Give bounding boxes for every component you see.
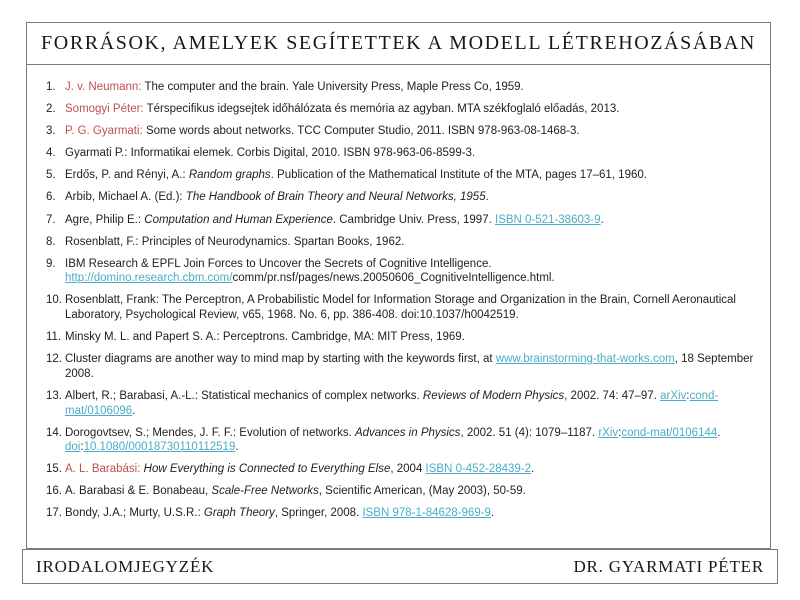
reference-link[interactable]: ISBN 978-1-84628-969-9 bbox=[362, 507, 491, 520]
reference-item bbox=[37, 124, 756, 139]
reference-text bbox=[65, 124, 756, 139]
reference-segment: Rosenblatt, Frank: The Perceptron, A Probabilistic Model for Information Storage and Organization in the Brain, Cornell Aeronautical Laboratory, Psychological Review, v65, 1968. No. 6, pp. 386-408. doi:10.1037/h0042519. bbox=[65, 294, 736, 322]
reference-number: 7. bbox=[46, 213, 56, 226]
reference-segment: Some words about networks. TCC Computer Studio, 2011. ISBN 978-963-08-1468-3. bbox=[142, 125, 580, 138]
reference-segment: : bbox=[618, 426, 622, 439]
reference-number: 13. bbox=[46, 389, 62, 402]
slide-title-box bbox=[26, 22, 771, 65]
reference-segment: . bbox=[132, 404, 136, 417]
reference-text bbox=[65, 352, 756, 381]
reference-item bbox=[37, 484, 756, 499]
reference-segment: . bbox=[600, 213, 604, 226]
reference-segment: , 2002. 51 (4): 1079–1187. bbox=[460, 426, 599, 439]
reference-number: 1. bbox=[46, 81, 56, 93]
reference-number: 2. bbox=[46, 103, 56, 116]
reference-segment: Advances in Physics bbox=[354, 426, 461, 439]
reference-segment: Reviews of Modern Physics bbox=[422, 389, 565, 402]
reference-text bbox=[65, 389, 756, 418]
references-panel bbox=[26, 64, 771, 549]
page-title: FORRÁSOK, AMELYEK SEGÍTETTEK A MODELL LÉTREHOZÁSÁBAN bbox=[41, 32, 756, 54]
reference-number: 16. bbox=[46, 485, 62, 498]
reference-author-highlight: P. G. Gyarmati: bbox=[65, 125, 143, 138]
reference-link[interactable]: rXiv bbox=[598, 426, 619, 439]
reference-number: 6. bbox=[46, 191, 56, 204]
reference-text bbox=[65, 80, 756, 95]
reference-segment: . Cambridge Univ. Press, 1997. bbox=[332, 213, 495, 226]
slide-footer bbox=[22, 549, 778, 584]
reference-item bbox=[37, 462, 756, 477]
reference-item bbox=[37, 235, 756, 250]
reference-item bbox=[37, 190, 756, 205]
reference-segment: Cluster diagrams are another way to mind map by starting with the keywords first, at bbox=[65, 353, 496, 366]
reference-segment: , Scientific American, (May 2003), 50-59. bbox=[318, 485, 526, 498]
reference-author-highlight: Somogyi Péter: bbox=[65, 103, 144, 116]
reference-segment: Computation and Human Experience bbox=[144, 213, 333, 226]
reference-link[interactable]: cond-mat/0106096 bbox=[65, 389, 719, 417]
reference-segment: . bbox=[531, 463, 535, 476]
reference-text bbox=[65, 484, 756, 499]
reference-segment: : bbox=[686, 389, 690, 402]
reference-text bbox=[65, 102, 756, 117]
reference-text bbox=[65, 213, 756, 228]
reference-item bbox=[37, 80, 756, 95]
reference-item bbox=[37, 293, 756, 322]
reference-link[interactable]: 10.1080/00018730110112519 bbox=[83, 441, 236, 454]
reference-text bbox=[65, 293, 756, 322]
reference-number: 17. bbox=[46, 507, 62, 520]
reference-number: 15. bbox=[46, 463, 62, 476]
reference-segment: Scale-Free Networks bbox=[211, 485, 319, 498]
reference-segment: , 2002. 74: 47–97. bbox=[564, 389, 661, 402]
reference-number: 12. bbox=[46, 353, 62, 366]
reference-segment: Graph Theory bbox=[203, 507, 275, 520]
reference-segment: Random graphs bbox=[188, 169, 271, 182]
reference-segment: Minsky M. L. and Papert S. A.: Perceptrons. Cambridge, MA: MIT Press, 1969. bbox=[65, 331, 465, 344]
reference-item bbox=[37, 426, 756, 455]
reference-item bbox=[37, 102, 756, 117]
reference-segment: Gyarmati P.: Informatikai elemek. Corbis Digital, 2010. ISBN 978-963-06-8599-3. bbox=[65, 147, 476, 160]
reference-segment: Agre, Philip E.: bbox=[65, 213, 145, 226]
reference-link[interactable]: http://domino.research.cbm.com/ bbox=[65, 272, 233, 285]
reference-link[interactable]: doi bbox=[65, 441, 81, 454]
reference-segment: , Springer, 2008. bbox=[274, 507, 363, 520]
reference-text bbox=[65, 190, 756, 205]
reference-segment: A. Barabasi & E. Bonabeau, bbox=[65, 485, 212, 498]
reference-number: 11. bbox=[46, 331, 62, 344]
reference-text bbox=[65, 330, 756, 345]
reference-author-highlight: A. L. Barabási: bbox=[65, 463, 141, 476]
reference-number: 4. bbox=[46, 147, 56, 160]
reference-number: 5. bbox=[46, 169, 56, 182]
reference-number: 10. bbox=[46, 294, 62, 307]
reference-number: 14. bbox=[46, 426, 62, 439]
reference-segment: . bbox=[485, 191, 489, 204]
reference-item bbox=[37, 506, 756, 521]
reference-segment: How Everything is Connected to Everything Else bbox=[143, 463, 391, 476]
reference-number: 9. bbox=[46, 257, 56, 270]
reference-segment: . bbox=[490, 507, 495, 520]
reference-item bbox=[37, 257, 756, 286]
reference-segment: . Publication of the Mathematical Institute of the MTA, pages 17–61, 1960. bbox=[270, 169, 647, 182]
reference-link[interactable]: cond-mat/0106144 bbox=[621, 426, 718, 439]
reference-text bbox=[65, 506, 756, 521]
reference-text bbox=[65, 426, 756, 455]
reference-number: 3. bbox=[46, 125, 56, 138]
reference-number: 8. bbox=[46, 235, 56, 248]
reference-text bbox=[65, 462, 756, 477]
reference-item bbox=[37, 168, 756, 183]
reference-segment: Albert, R.; Barabasi, A.-L.: Statistical mechanics of complex networks. bbox=[65, 389, 423, 402]
reference-link[interactable]: ISBN 0-521-38603-9 bbox=[495, 213, 601, 226]
reference-item bbox=[37, 213, 756, 228]
reference-segment: The Handbook of Brain Theory and Neural Networks, 1955 bbox=[185, 191, 486, 204]
reference-segment: Térspecifikus idegsejtek időhálózata és memória az agyban. MTA székfoglaló előadás, 2013. bbox=[143, 103, 620, 116]
reference-item bbox=[37, 330, 756, 345]
reference-item bbox=[37, 146, 756, 161]
reference-list bbox=[27, 65, 770, 521]
reference-segment: . bbox=[717, 426, 721, 439]
reference-segment: IBM Research & EPFL Join Forces to Uncover the Secrets of Cognitive Intelligence. bbox=[65, 257, 492, 270]
reference-item bbox=[37, 389, 756, 418]
reference-link[interactable]: ISBN 0-452-28439-2 bbox=[425, 463, 532, 476]
reference-segment: Erdős, P. and Rényi, A.: bbox=[65, 169, 189, 182]
reference-text bbox=[65, 257, 756, 286]
reference-item bbox=[37, 352, 756, 381]
reference-link[interactable]: arXiv bbox=[660, 389, 687, 402]
reference-link[interactable]: www.brainstorming-that-works.com bbox=[495, 353, 675, 366]
reference-segment: , 2004 bbox=[390, 463, 426, 476]
reference-segment: . bbox=[235, 441, 239, 454]
reference-segment: The computer and the brain. Yale University Press, Maple Press Co, 1959. bbox=[141, 81, 524, 93]
footer-section-title: IRODALOMJEGYZÉK bbox=[36, 556, 215, 576]
footer-author: DR. GYARMATI PÉTER bbox=[573, 556, 764, 576]
reference-text bbox=[65, 235, 756, 250]
reference-author-highlight: J. v. Neumann: bbox=[65, 81, 142, 93]
reference-segment: Bondy, J.A.; Murty, U.S.R.: bbox=[65, 507, 204, 520]
reference-segment: comm/pr.nsf/pages/news.20050606_CognitiveIntelligence.html. bbox=[232, 272, 555, 285]
reference-segment: : bbox=[80, 441, 84, 454]
reference-text bbox=[65, 168, 756, 183]
reference-segment: Dorogovtsev, S.; Mendes, J. F. F.: Evolution of networks. bbox=[65, 426, 355, 439]
reference-segment: Arbib, Michael A. (Ed.): bbox=[65, 191, 186, 204]
reference-segment: Rosenblatt, F.: Principles of Neurodynamics. Spartan Books, 1962. bbox=[65, 235, 405, 248]
reference-segment: , 18 September 2008. bbox=[65, 353, 754, 380]
reference-text bbox=[65, 146, 756, 161]
